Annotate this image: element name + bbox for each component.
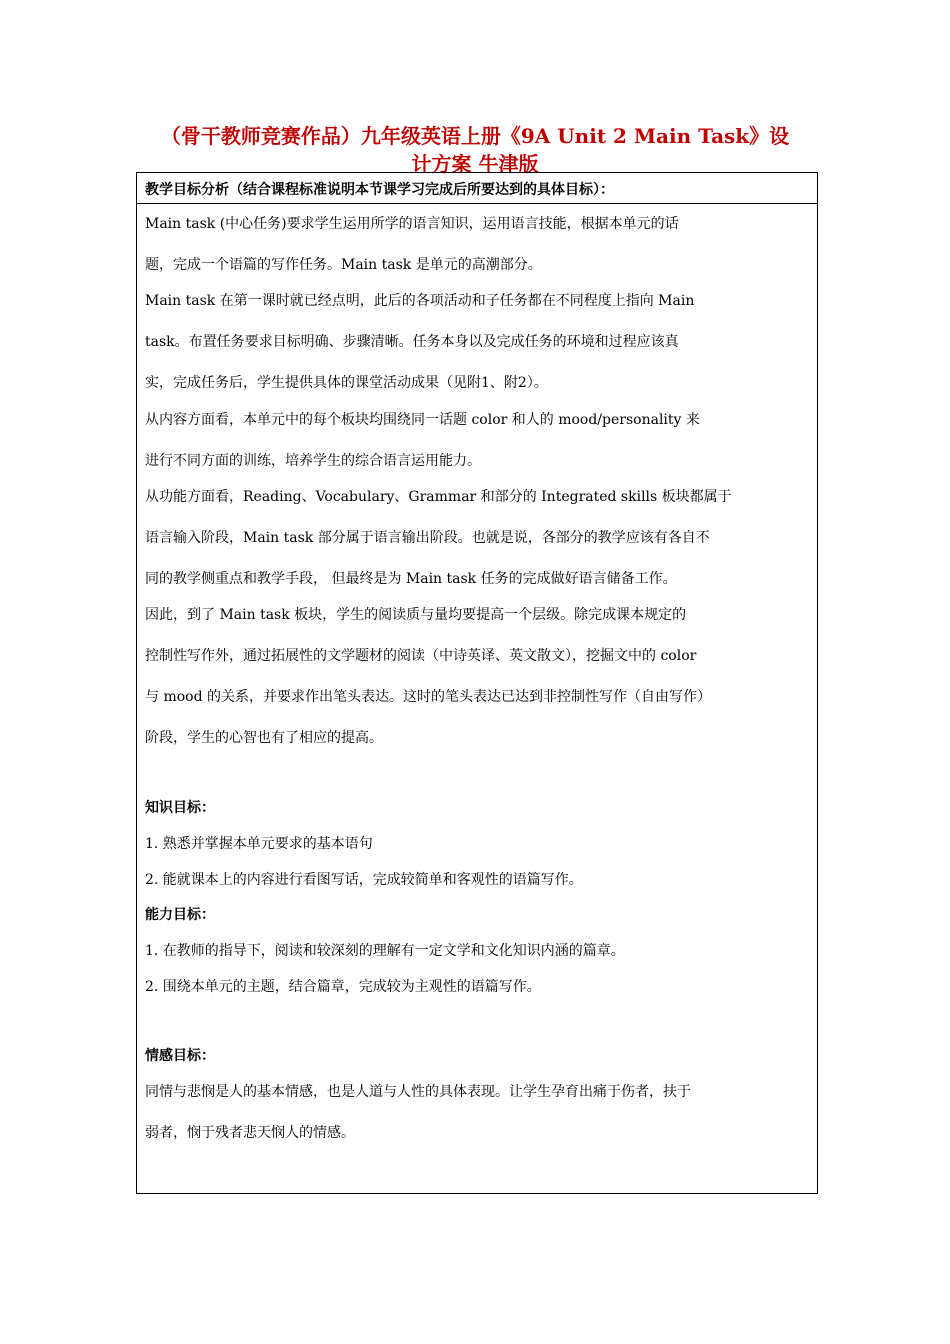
para5-line2: 控制性写作外，通过拓展性的文学题材的阅读（中诗英译、英文散文），挖掘文中的 color bbox=[145, 648, 697, 664]
title-line-1: （骨干教师竞赛作品）九年级英语上册《9A Unit 2 Main Task》设 bbox=[160, 124, 790, 148]
para2-line3: 实，完成任务后，学生提供具体的课堂活动成果（见附1、附2）。 bbox=[145, 375, 548, 391]
ability-item-2: 2. 围绕本单元的主题，结合篇章，完成较为主观性的语篇写作。 bbox=[145, 979, 541, 995]
para4-line2: 语言输入阶段，Main task 部分属于语言输出阶段。也就是说，各部分的教学应该有各自不 bbox=[145, 530, 710, 546]
emotion-heading: 情感目标： bbox=[145, 1048, 215, 1064]
para2-line1: Main task 在第一课时就已经点明，此后的各项活动和子任务都在不同程度上指向 Main bbox=[145, 293, 695, 309]
knowledge-item-2: 2. 能就课本上的内容进行看图写话，完成较简单和客观性的语篇写作。 bbox=[145, 872, 583, 888]
para5-line3: 与 mood 的关系，并要求作出笔头表达。这时的笔头表达已达到非控制性写作（自由写作） bbox=[145, 689, 711, 705]
para2-line2: task。布置任务要求目标明确、步骤清晰。任务本身以及完成任务的环境和过程应该真 bbox=[145, 334, 679, 350]
objectives-table bbox=[136, 172, 818, 1194]
para3-line2: 进行不同方面的训练，培养学生的综合语言运用能力。 bbox=[145, 453, 481, 469]
title-line-2: 计方案 牛津版 bbox=[411, 152, 539, 176]
para4-line3: 同的教学侧重点和教学手段， 但最终是为 Main task 任务的完成做好语言储备工作。 bbox=[145, 571, 677, 587]
table-header-text: 教学目标分析（结合课程标准说明本节课学习完成后所要达到的具体目标）： bbox=[145, 182, 614, 198]
para5-line4: 阶段，学生的心智也有了相应的提高。 bbox=[145, 730, 383, 746]
knowledge-item-1: 1. 熟悉并掌握本单元要求的基本语句 bbox=[145, 836, 373, 852]
table-header-row bbox=[137, 173, 817, 204]
knowledge-heading: 知识目标： bbox=[145, 800, 215, 816]
ability-heading: 能力目标： bbox=[145, 907, 215, 923]
para1-line1: Main task (中心任务)要求学生运用所学的语言知识，运用语言技能，根据本单元的话 bbox=[145, 216, 679, 232]
document-title bbox=[120, 122, 830, 178]
emotion-line2: 弱者，悯于残者悲天悯人的情感。 bbox=[145, 1125, 355, 1141]
para5-line1: 因此，到了 Main task 板块，学生的阅读质与量均要提高一个层级。除完成课本规定的 bbox=[145, 607, 687, 623]
para1-line2: 题，完成一个语篇的写作任务。Main task 是单元的高潮部分。 bbox=[145, 257, 542, 273]
emotion-line1: 同情与悲悯是人的基本情感，也是人道与人性的具体表现。让学生孕育出痛于伤者，扶于 bbox=[145, 1084, 691, 1100]
para4-line1: 从功能方面看，Reading、Vocabulary、Grammar 和部分的 Integrated skills 板块都属于 bbox=[145, 489, 732, 505]
ability-item-1: 1. 在教师的指导下，阅读和较深刻的理解有一定文学和文化知识内涵的篇章。 bbox=[145, 943, 625, 959]
para3-line1: 从内容方面看，本单元中的每个板块均围绕同一话题 color 和人的 mood/personality 来 bbox=[145, 412, 700, 428]
